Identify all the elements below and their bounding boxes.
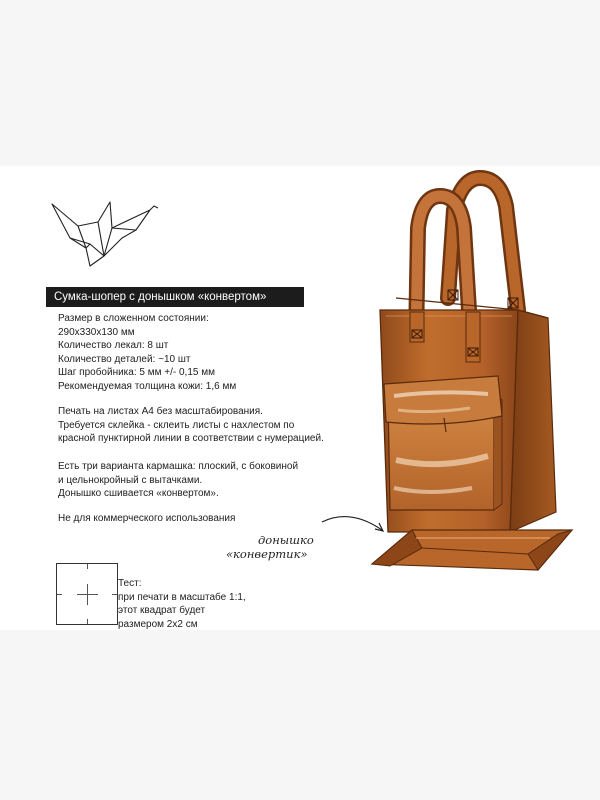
handwritten-label-line1: донышко xyxy=(258,533,314,547)
specs-block xyxy=(58,312,236,394)
handwritten-label-line2: «конвертик» xyxy=(226,547,308,561)
pocket-line: Есть три варианта кармашка: плоский, с боковиной xyxy=(58,461,299,472)
license-note xyxy=(58,512,235,526)
test-square-caption xyxy=(118,577,246,631)
spec-line: Рекомендуемая толщина кожи: 1,6 мм xyxy=(58,380,237,392)
print-line: Печать на листах А4 без масштабирования. xyxy=(58,406,263,417)
tick-mark xyxy=(112,594,117,595)
test-line: этот квадрат будет xyxy=(118,605,206,617)
pocket-line: Донышко сшивается «конвертом». xyxy=(58,488,219,500)
pocket-line: и цельнокройный с вытачками. xyxy=(58,474,203,486)
spec-line: Размер в сложенном состоянии: xyxy=(58,313,209,324)
page-title: Сумка-шопер с донышком «конвертом» xyxy=(46,287,304,307)
test-line: размером 2х2 см xyxy=(118,618,198,630)
print-line: Требуется склейка - склеить листы с нахлестом по xyxy=(58,419,295,431)
spec-line: Количество лекал: 8 шт xyxy=(58,340,169,352)
print-line: красной пунктирной линии в соответствии с нумерацией. xyxy=(58,433,324,445)
pocket-variants xyxy=(58,460,298,501)
spec-line: Шаг пробойника: 5 мм +/- 0,15 мм xyxy=(58,367,215,379)
tick-mark xyxy=(87,564,88,569)
spec-line: 290х330х130 мм xyxy=(58,326,135,338)
origami-crane-icon xyxy=(50,198,160,270)
test-square xyxy=(56,563,118,625)
test-line: при печати в масштабе 1:1, xyxy=(118,591,246,603)
spec-line: Количество деталей: ~10 шт xyxy=(58,353,191,365)
test-line: Тест: xyxy=(118,578,142,589)
tick-mark xyxy=(87,584,88,605)
tick-mark xyxy=(87,619,88,624)
tote-bag-illustration xyxy=(360,170,585,605)
tick-mark xyxy=(57,594,62,595)
print-instructions xyxy=(58,405,324,446)
license-note-text: Не для коммерческого использования xyxy=(58,513,236,524)
